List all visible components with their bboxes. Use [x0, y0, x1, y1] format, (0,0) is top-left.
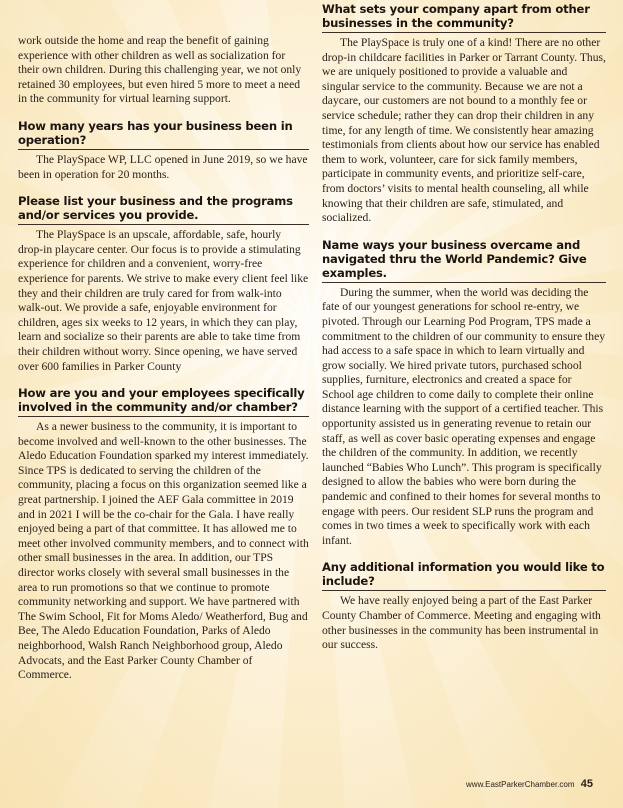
answer-programs-services: The PlaySpace is an upscale, affordable, safe, hourly drop-in playcare center. Our focus is to provide a stimulating experience for children and a convenient, worry-free experience for parents. We strive to make every client feel like they and their children are truly cared for from walk-into walk-out. We provide a safe, enjoyable environment for children, ages six weeks to 12 years, in which they can play, learn and socialize so their parents are able to take time from their children without worry. Since opening, we have served over 600 families in Parker County [18, 228, 309, 373]
question-pandemic: Name ways your business overcame and navigated thru the World Pandemic? Give examples. [322, 238, 606, 283]
answer-community-involvement: As a newer business to the community, it is important to become involved and well-known to the other businesses. The Aledo Education Foundation sparked my interest immediately. Since TPS is dedicated to serving the children of the community, placing a focus on this organization seemed like a great partnership. I joined the AEF Gala committee in 2019 and in 2021 I will be the co-chair for the Gala. I have really enjoyed being a part of that committee. It has allowed me to meet other involved community members, and to connect with other small businesses in the area. In addition, our TPS director works closely with several small businesses in the area to run promotions so that we continue to promote community networking and support. We have partnered with The Swim School, Fit for Moms Aledo/ Weatherford, Bug and Bee, The Aledo Education Foundation, Parks of Aledo neighborhood, Walsh Ranch Neighborhood group, Aledo Advocats, and the East Parker County Chamber of Commerce. [18, 420, 309, 682]
answer-pandemic: During the summer, when the world was deciding the fate of our youngest generations for school re-entry, we pivoted. Through our Learning Pod Program, TPS made a commitment to the children of our community to ensure they had access to a safe space in which to learn virtually and grow socially. We hired private tutors, purchased school supplies, furniture, electronics and created a space for School age children to come daily to complete their online distance learning with the support of a certified teacher. This opportunity assisted us in generating revenue to retain our staff, as well as cover basic operating expenses and engage the children of the community. In addition, we recently launched “Babies Who Lunch”. This program is specifically designed to allow the babies who were born during the pandemic and confined to their homes for several months to engage with peers. Our resident SLP runs the program and comes in two times a week to specifically work with each infant. [322, 285, 606, 547]
answer-additional-info: We have really enjoyed being a part of the East Parker County Chamber of Commerce. Meeting and engaging with other businesses in the community has been instrumental in our success. [322, 594, 601, 652]
intro-paragraph: work outside the home and reap the benefit of gaining experience with other children as well as socialization for their own children. During this challenging year, we not only retained 30 employees, but even hired 5 more to meet a need in the community for virtual learning support. [18, 34, 302, 106]
left-column [18, 34, 309, 683]
answer-company-apart: The PlaySpace is truly one of a kind! There are no other drop-in childcare facilities in Parker or Tarrant County. Thus, we are uniquely positioned to provide a valuable and singular service to the community. Because we are not a daycare, our customers are not bound to a monthly fee or service schedule; rather they can drop their children in any time, for any length of time. We consistently hear amazing testimonials from clients about how our service has enabled them to work, volunteer, care for sick family members, participate in community events, and prioritize self-care, from doctors’ visits to mental health counseling, all while knowing that their children are safe, stimulated, and socialized. [322, 36, 606, 225]
footer-url: www.EastParkerChamber.com [466, 780, 575, 789]
question-company-apart: What sets your company apart from other businesses in the community? [322, 2, 606, 33]
question-programs-services: Please list your business and the programs and/or services you provide. [18, 194, 309, 225]
question-additional-info: Any additional information you would like to include? [322, 560, 606, 591]
question-years-in-operation: How many years has your business been in operation? [18, 119, 309, 150]
page-number: 45 [580, 778, 593, 790]
answer-years-in-operation: The PlaySpace WP, LLC opened in June 2019, so we have been in operation for 20 months. [18, 152, 308, 181]
page-footer [466, 778, 593, 790]
question-community-involvement: How are you and your employees specifically involved in the community and/or chamber? [18, 386, 309, 417]
right-column [322, 2, 606, 653]
